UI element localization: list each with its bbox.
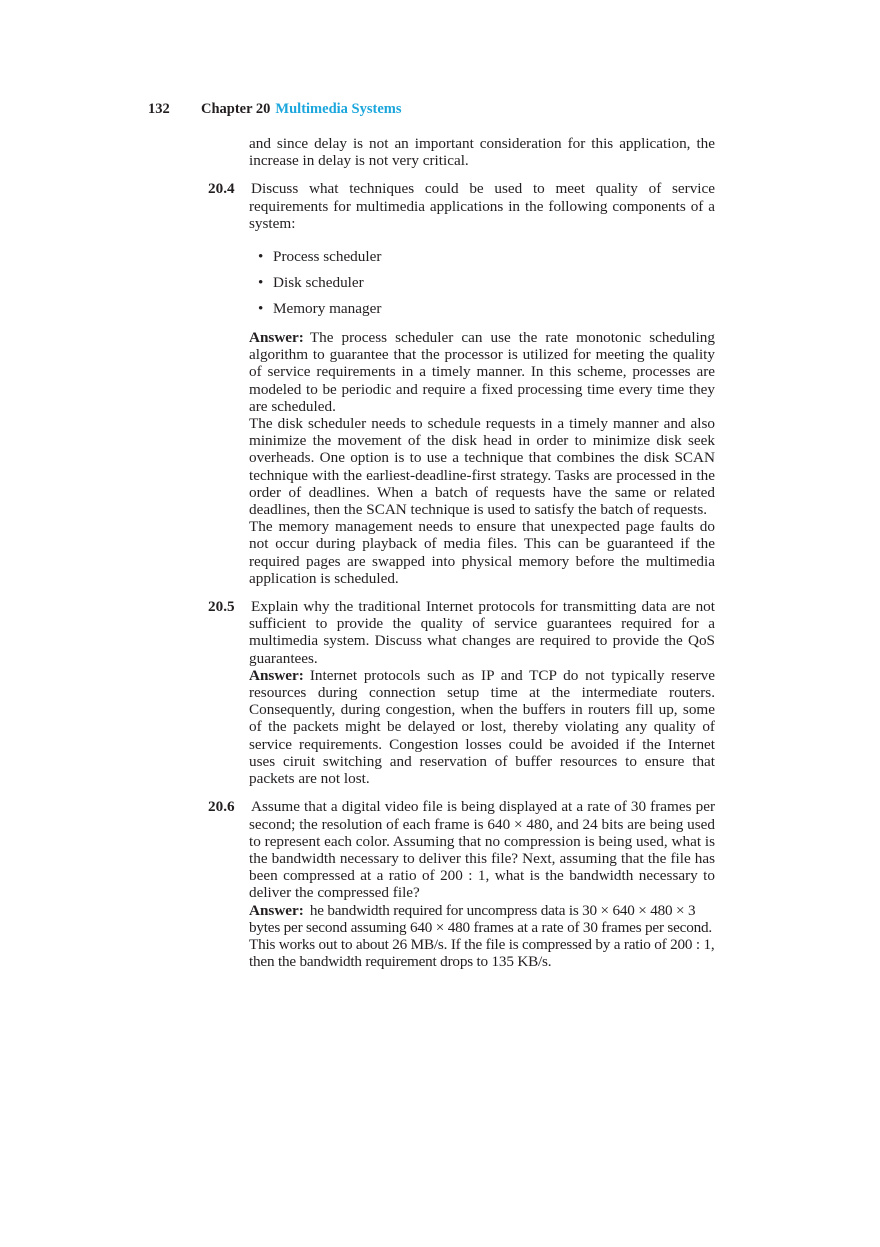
exercise-number: 20.6 bbox=[208, 798, 235, 816]
answer-paragraph bbox=[249, 902, 715, 971]
answer-text: The process scheduler can use the rate monotonic scheduling algorithm to guarantee that the processor is utilized for meeting the quality of service requirements in a timely manner. In this scheme, processes are modeled to be periodic and require a fixed processing time every time they are scheduled. bbox=[249, 329, 715, 415]
answer-text: he bandwidth required for uncompress data is 30 × 640 × 480 × 3 bytes per second assuming 640 × 480 frames at a rate of 30 frames per second. This works out to about 26 MB/s. If the file is compressed by a ratio of 200 : 1, then the bandwidth requirement drops to 135 KB/s. bbox=[249, 901, 715, 971]
answer-label: Answer: bbox=[249, 901, 304, 919]
exercise-question: Explain why the traditional Internet protocols for transmitting data are not sufficient to provide the quality of service guarantees required for a multimedia system. Discuss what changes are required to provide the QoS guarantees. bbox=[249, 598, 715, 667]
list-item: • Disk scheduler bbox=[249, 274, 715, 291]
section-title: Multimedia Systems bbox=[275, 101, 402, 117]
exercise-20-6 bbox=[208, 798, 715, 971]
exercise-number: 20.4 bbox=[208, 180, 235, 198]
list-item: • Memory manager bbox=[249, 300, 715, 317]
component-list bbox=[249, 248, 715, 317]
exercise-20-5 bbox=[208, 598, 715, 788]
continuation-paragraph: and since delay is not an important consideration for this application, the increase in delay is not very critical. bbox=[249, 135, 715, 170]
answer-label: Answer: bbox=[249, 329, 304, 347]
exercise-20-4 bbox=[208, 180, 715, 587]
page-body bbox=[208, 135, 715, 971]
answer-paragraph bbox=[249, 667, 715, 787]
answer-paragraph bbox=[249, 329, 715, 415]
answer-label: Answer: bbox=[249, 666, 304, 684]
answer-text: Internet protocols such as IP and TCP do not typically reserve resources during connection setup time at the intermediate routers. Consequently, during congestion, when the buffers in routers fill up, some of the packets might be delayed or lost, thereby violating any quality of service requirements. Congestion losses could be avoided if the Internet uses ciruit switching and reservation of buffer resources to ensure that packets are not lost. bbox=[249, 666, 715, 788]
list-item: • Process scheduler bbox=[249, 248, 715, 265]
exercise-question: Assume that a digital video file is being displayed at a rate of 30 frames per second; the resolution of each frame is 640 × 480, and 24 bits are being used to represent each color. Assuming that no compression is being used, what is the bandwidth necessary to deliver this file? Next, assuming that the file has been compressed at a ratio of 200 : 1, what is the bandwidth necessary to deliver the compressed file? bbox=[249, 798, 715, 902]
exercise-number: 20.5 bbox=[208, 598, 235, 616]
answer-paragraph: The memory management needs to ensure that unexpected page faults do not occur during playback of media files. This can be guaranteed if the required pages are swapped into physical memory before the multimedia application is scheduled. bbox=[249, 518, 715, 587]
running-header bbox=[148, 101, 401, 118]
answer-paragraph: The disk scheduler needs to schedule requests in a timely manner and also minimize the movement of the disk head in order to minimize disk seek overheads. One option is to use a technique that combines the disk SCAN technique with the earliest-deadline-first strategy. Tasks are processed in the order of deadlines. When a batch of requests have the same or related deadlines, then the SCAN technique is used to satisfy the batch of requests. bbox=[249, 415, 715, 519]
exercise-question: Discuss what techniques could be used to meet quality of service requirements for multimedia applications in the following components of a system: bbox=[249, 180, 715, 232]
chapter-label: Chapter 20 bbox=[201, 101, 271, 117]
page-number: 132 bbox=[148, 101, 170, 117]
